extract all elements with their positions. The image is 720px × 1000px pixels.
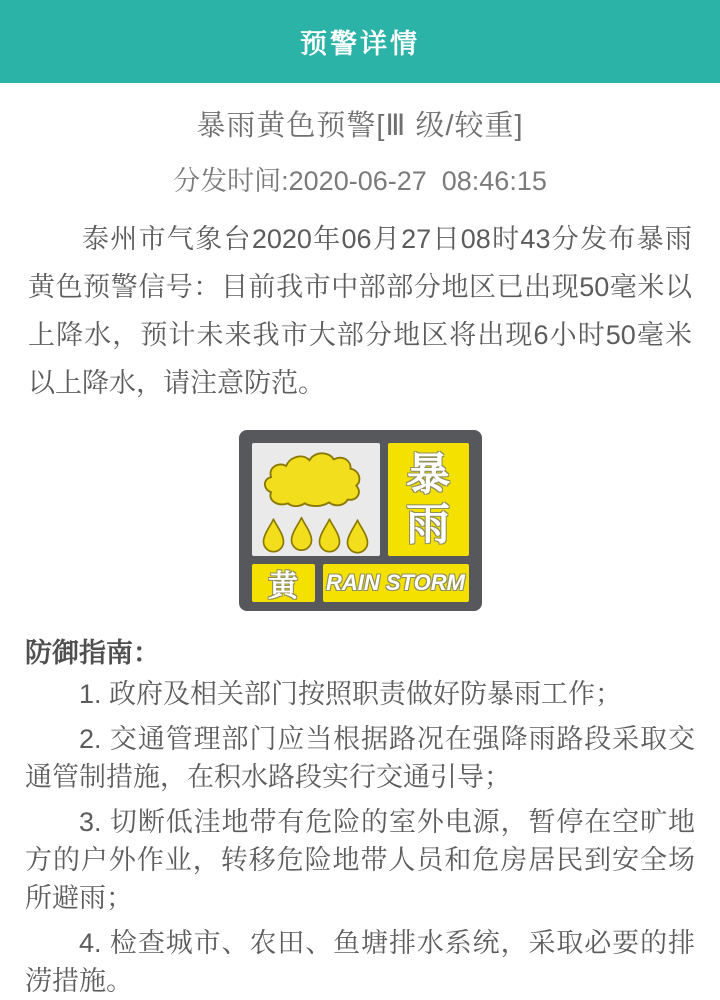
raindrops-row — [261, 513, 370, 554]
rainstorm-yellow-warning-sign — [239, 430, 482, 611]
issue-time: 分发时间:2020-06-27 08:46:15 — [173, 166, 547, 196]
rainstorm-en-label: RAIN STORM — [326, 570, 465, 595]
raindrop-icon — [345, 518, 370, 554]
raindrop-icon — [317, 516, 342, 554]
rainstorm-char-bottom: 雨 — [406, 499, 450, 549]
page-title: 预警详情 — [300, 29, 420, 59]
level-label: 黄 — [268, 570, 298, 603]
rainstorm-cn-panel — [388, 443, 469, 556]
alert-title: 暴雨黄色预警[Ⅲ 级/较重] — [196, 110, 524, 142]
guide-item-1: 1. 政府及相关部门按照职责做好防暴雨工作； — [79, 679, 623, 709]
page-header — [0, 0, 720, 83]
raindrop-icon — [261, 516, 286, 554]
rainstorm-en-panel — [323, 564, 469, 602]
guide-item-2: 2. 交通管理部门应当根据路况在强降雨路段采取交通管制措施，在积水路段实行交通引导； — [25, 724, 695, 792]
rainstorm-char-top: 暴 — [406, 449, 450, 499]
raindrop-icon — [289, 513, 314, 554]
level-panel — [252, 564, 315, 602]
guide-heading: 防御指南： — [25, 638, 160, 668]
sign-top-row — [252, 443, 469, 556]
warning-content — [0, 103, 720, 1000]
sign-bottom-row — [252, 564, 469, 602]
defense-guide — [25, 638, 695, 1000]
alert-body-text: 泰州市气象台2020年06月27日08时43分发布暴雨黄色预警信号：目前我市中部部分地区已出现50毫米以上降水，预计未来我市大部分地区将出现6小时50毫米以上降水，请注意防范。 — [28, 224, 692, 398]
rain-cloud-icon — [260, 449, 372, 511]
cloud-panel — [252, 443, 380, 556]
guide-item-4: 4. 检查城市、农田、鱼塘排水系统，采取必要的排涝措施。 — [25, 928, 695, 996]
guide-item-3: 3. 切断低洼地带有危险的室外电源，暂停在空旷地方的户外作业，转移危险地带人员和危房居民到安全场所避雨； — [25, 807, 695, 913]
